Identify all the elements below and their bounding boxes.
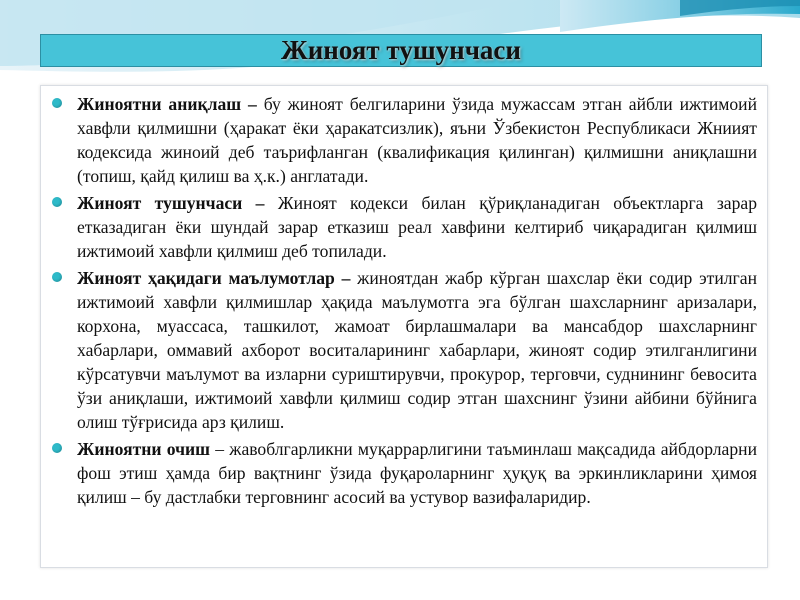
item-term: Жиноятни аниқлаш – — [77, 94, 257, 114]
item-text: жиноятдан жабр кўрган шахслар ёки содир этилган ижтимоий хавфли қилмишлар ҳақида маълумотга эга бўлган шахсларнинг аризалари, корхона, муассаса, ташкилот, жамоат бирлашмалари ва мансабдор шахсларнинг хабарлари, оммавий ахборот воситаларининг хабарлари, жиноят содир этилганлигини кўрсатувчи маълумот ва изларни суриштирувчи, прокурор, терговчи, суднининг бевосита ўзи аниқлаши, ижтимоий хавфли қилмиш содир этган шахснинг ўзини айбини бўйнига олиш тўғрисида арз қилиш. — [77, 268, 757, 432]
item-text: Жиноят кодекси билан қўриқланадиган объектларга зарар етказадиган ёки шундай зарар етказиш реал хавфини келтириб чиқарадиган қилмиш ижтимоий хавфли қилмиш деб топилади. — [77, 193, 758, 261]
bullet-icon — [52, 272, 62, 282]
bullet-icon — [52, 443, 62, 453]
list-item — [77, 93, 757, 189]
list-item — [77, 192, 757, 264]
bullet-icon — [52, 197, 62, 207]
list-item — [77, 438, 757, 510]
page-title: Жиноят тушунчаси — [281, 35, 521, 65]
list-item — [77, 267, 757, 434]
item-term: Жиноят тушунчаси – — [77, 193, 265, 214]
bullet-list — [77, 93, 757, 513]
item-term: Жиноят ҳақидаги маълумотлар – — [77, 268, 351, 289]
content-box — [40, 85, 768, 568]
item-text: – жавоблгарликни муқаррарлигини таъминлаш мақсадида айбдорларни фош этиш ҳамда бир вақтнинг ўзида фуқароларнинг ҳуқуқ ва эркинликларини ҳимоя қилиш – бу дастлабки терговнинг асосий ва устувор вазифаларидир. — [77, 439, 757, 507]
item-text: бу жиноят белгиларини ўзида мужассам этган айбли ижтимоий хавфли қилмишни (ҳаракат ёки ҳаракатсизлик), яъни Ўзбекистон Республикаси Жниият кодексида жиноий деб таърифланган (квалификация қилинган) қилмишни аниқлашни (топиш, қайд қилиш ва ҳ.к.) англатади. — [77, 94, 758, 186]
title-bar — [40, 34, 762, 67]
bullet-icon — [52, 98, 62, 108]
item-term: Жиноятни очиш — [77, 439, 211, 460]
